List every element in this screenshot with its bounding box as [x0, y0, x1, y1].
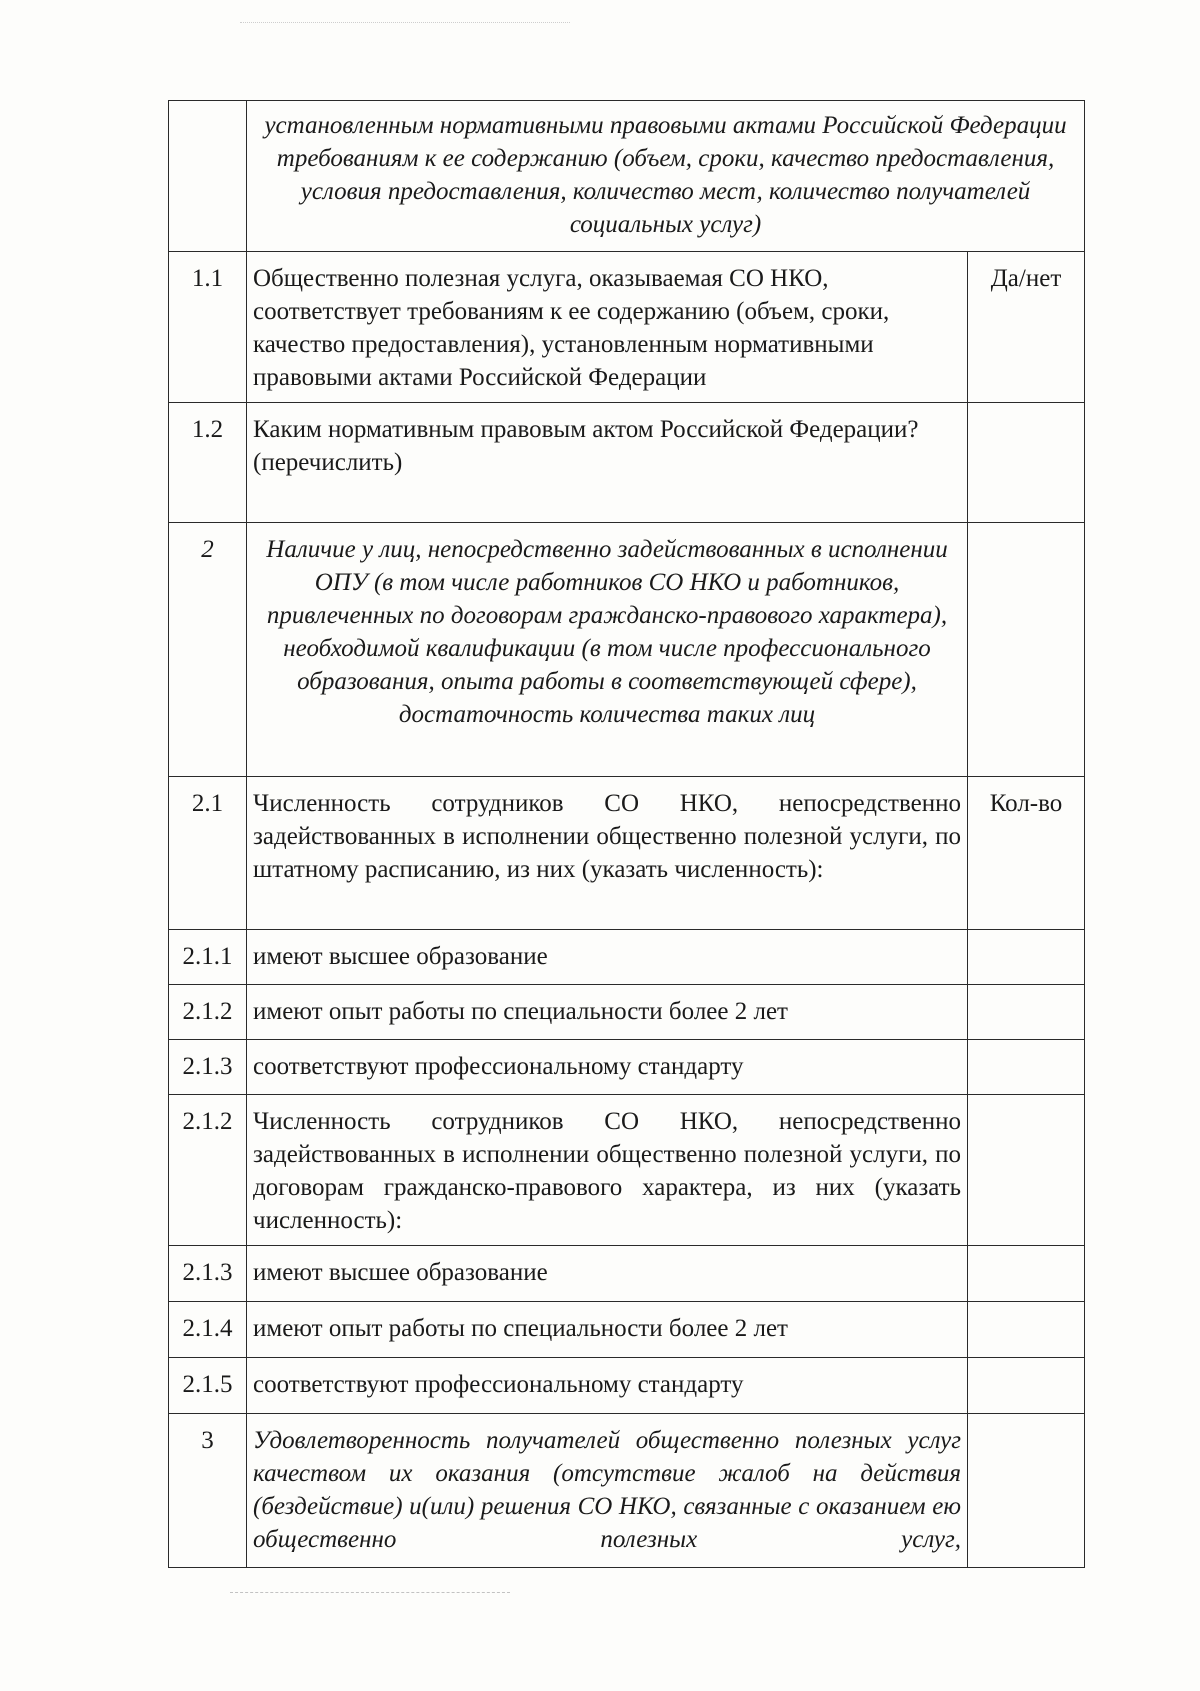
row-number: 1.1 — [169, 252, 247, 403]
table-row — [169, 1246, 1085, 1302]
row-number: 2.1.5 — [169, 1358, 247, 1414]
row-value — [968, 403, 1085, 523]
row-description-line: Каким нормативным правовым актом Российской Федерации? — [253, 416, 919, 443]
row-value — [968, 930, 1085, 985]
table-row — [169, 1040, 1085, 1095]
row-description — [247, 403, 968, 523]
row-description: имеют высшее образование — [247, 1246, 968, 1302]
row-number: 2 — [169, 523, 247, 777]
row-number: 2.1 — [169, 777, 247, 930]
row-description: соответствуют профессиональному стандарту — [247, 1358, 968, 1414]
row-description: соответствуют профессиональному стандарту — [247, 1040, 968, 1095]
table-row — [169, 403, 1085, 523]
table-row — [169, 101, 1085, 252]
row-value: Кол-во — [968, 777, 1085, 930]
row-description: имеют опыт работы по специальности более 2 лет — [247, 985, 968, 1040]
row-value — [968, 1040, 1085, 1095]
section-heading: Удовлетворенность получателей общественно полезных услуг качеством их оказания (отсутствие жалоб на действия (бездействие) и(или) решения СО НКО, связанные с оказанием ею общественно полезных услуг, — [247, 1414, 968, 1568]
row-number: 2.1.2 — [169, 985, 247, 1040]
table-row — [169, 1095, 1085, 1246]
section-heading-continuation: установленным нормативными правовыми актами Российской Федерации требованиям к ее содержанию (объем, сроки, качество предоставления, условия предоставления, количество мест, количество получателей социальных услуг) — [247, 101, 1085, 252]
scan-artifact-top — [240, 22, 570, 25]
table-row — [169, 252, 1085, 403]
table-row — [169, 1414, 1085, 1568]
row-value: Да/нет — [968, 252, 1085, 403]
section-heading: Наличие у лиц, непосредственно задействованных в исполнении ОПУ (в том числе работников СО НКО и работников, привлеченных по договорам гражданско-правового характера), необходимой квалификации (в том числе профессионального образования, опыта работы в соответствующей сфере), достаточность количества таких лиц — [247, 523, 968, 777]
row-description: Численность сотрудников СО НКО, непосредственно задействованных в исполнении общественно полезной услуги, по штатному расписанию, из них (указать численность): — [247, 777, 968, 930]
row-number: 2.1.3 — [169, 1246, 247, 1302]
criteria-table — [168, 100, 1085, 1568]
table-row — [169, 523, 1085, 777]
row-description: имеют высшее образование — [247, 930, 968, 985]
scan-artifact-bottom — [230, 1592, 510, 1595]
row-description: Численность сотрудников СО НКО, непосредственно задействованных в исполнении общественно полезной услуги, по договорам гражданско-правового характера, из них (указать численность): — [247, 1095, 968, 1246]
row-number: 2.1.2 — [169, 1095, 247, 1246]
row-value — [968, 1358, 1085, 1414]
table-row — [169, 1358, 1085, 1414]
row-description-note: (перечислить) — [253, 449, 403, 476]
row-number: 3 — [169, 1414, 247, 1568]
table-row — [169, 1302, 1085, 1358]
row-value — [968, 1414, 1085, 1568]
row-number — [169, 101, 247, 252]
row-value — [968, 1246, 1085, 1302]
row-number: 2.1.3 — [169, 1040, 247, 1095]
row-description: Общественно полезная услуга, оказываемая СО НКО, соответствует требованиям к ее содержанию (объем, сроки, качество предоставления), установленным нормативными правовыми актами Российской Федерации — [247, 252, 968, 403]
row-value — [968, 985, 1085, 1040]
table-row — [169, 930, 1085, 985]
row-description: имеют опыт работы по специальности более 2 лет — [247, 1302, 968, 1358]
row-value — [968, 523, 1085, 777]
table-row — [169, 777, 1085, 930]
row-number: 2.1.4 — [169, 1302, 247, 1358]
row-value — [968, 1095, 1085, 1246]
row-number: 1.2 — [169, 403, 247, 523]
table-row — [169, 985, 1085, 1040]
row-value — [968, 1302, 1085, 1358]
row-number: 2.1.1 — [169, 930, 247, 985]
